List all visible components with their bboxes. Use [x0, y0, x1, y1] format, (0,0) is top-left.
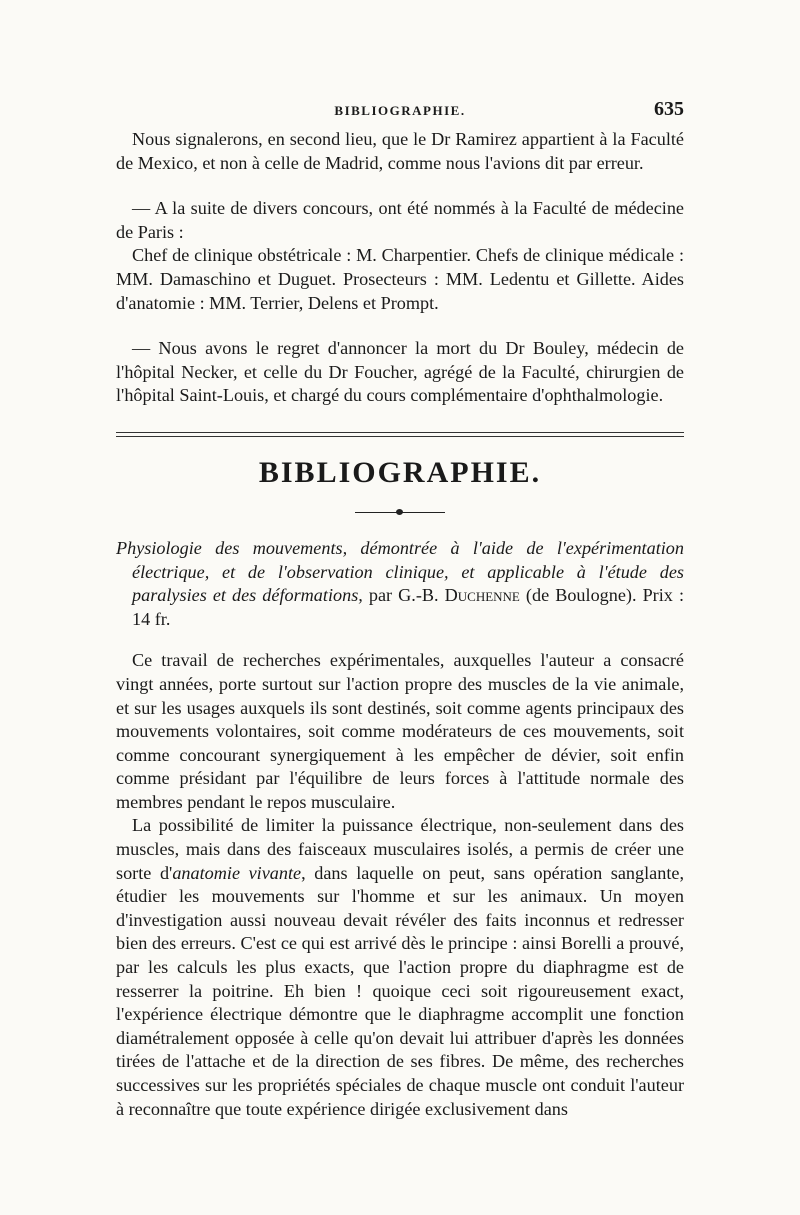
- review-p2-italic: anatomie vivante: [172, 862, 302, 883]
- running-head: [116, 98, 684, 120]
- news-paragraph-nominations: Chef de clinique obstétricale : M. Charpentier. Chefs de clinique médicale : MM. Damaschino et Duguet. Prosecteurs : MM. Ledentu et Gillette. Aides d'anatomie : MM. Terrier, Delens et Prompt.: [116, 245, 684, 313]
- review-p2-after: , dans laquelle on peut, sans opération sanglante, étudier les mouvements sur l'homme et sur les animaux. Un moyen d'investigation aussi nouveau devait révéler des faits inconnus et redresser bien des erreurs. C'est ce qui est arrivé dès le principe : ainsi Borelli a prouvé, par les calculs les plus exacts, que l'action propre du diaphragme est de resserrer la poitrine. Eh bien ! quoique ceci soit rigoureusement exact, l'expérience électrique démontre que le diaphragme accomplit une fonction diamétralement opposée à celle qu'on devait lui attribuer d'après les données tirées de l'attache et de la direction de ses fibres. De même, des recherches successives sur les propriétés spéciales de chaque muscle ont conduit l'auteur à reconnaître que toute expérience dirigée exclusivement dans: [116, 862, 684, 1119]
- running-title: BIBLIOGRAPHIE.: [334, 103, 466, 118]
- book-by: par G.-B.: [362, 585, 445, 606]
- book-entry: [116, 537, 684, 631]
- section-title: BIBLIOGRAPHIE.: [258, 455, 542, 489]
- page-number: 635: [654, 98, 684, 120]
- news-paragraph-concours: — A la suite de divers concours, ont été nommés à la Faculté de médecine de Paris :: [116, 198, 684, 242]
- news-paragraph-ramirez: Nous signalerons, en second lieu, que le Dr Ramirez appartient à la Faculté de Mexico, et non à celle de Madrid, comme nous l'avions dit par erreur.: [116, 129, 684, 173]
- book-price: (de Boulogne). Prix : 14 fr.: [132, 585, 684, 629]
- book-title: Physiologie des mouvements, démontrée à l'aide de l'expérimentation électrique, et de l'observation clinique, et applicable à l'étude des paralysies et des déformations,: [116, 537, 684, 606]
- section-divider: [116, 432, 684, 433]
- ornament-divider: [355, 509, 445, 515]
- page-body: [116, 128, 684, 1121]
- news-paragraph-obituary: — Nous avons le regret d'annoncer la mort du Dr Bouley, médecin de l'hôpital Necker, et celle du Dr Foucher, agrégé de la Faculté, chirurgien de l'hôpital Saint-Louis, et chargé du cours complémentaire d'ophthalmologie.: [116, 338, 684, 406]
- book-author: Duchenne: [444, 585, 520, 606]
- review-paragraph-1: Ce travail de recherches expérimentales, auxquelles l'auteur a consacré vingt années, porte surtout sur l'action propre des muscles de la vie animale, et sur les usages auxquels ils sont destinés, soit comme agents principaux des mouvements volontaires, soit comme modérateurs de ces mouvements, soit comme concourant synergiquement à les empêcher de dévier, soit enfin comme présidant par l'équilibre de leurs forces à l'attitude normale des membres pendant le repos musculaire.: [116, 650, 684, 812]
- review-paragraph-2: [116, 814, 684, 1121]
- review-p2-before: La possibilité de limiter la puissance électrique, non-seulement dans des muscles, mais dans des faisceaux musculaires isolés, a permis de créer une sorte d': [116, 815, 684, 883]
